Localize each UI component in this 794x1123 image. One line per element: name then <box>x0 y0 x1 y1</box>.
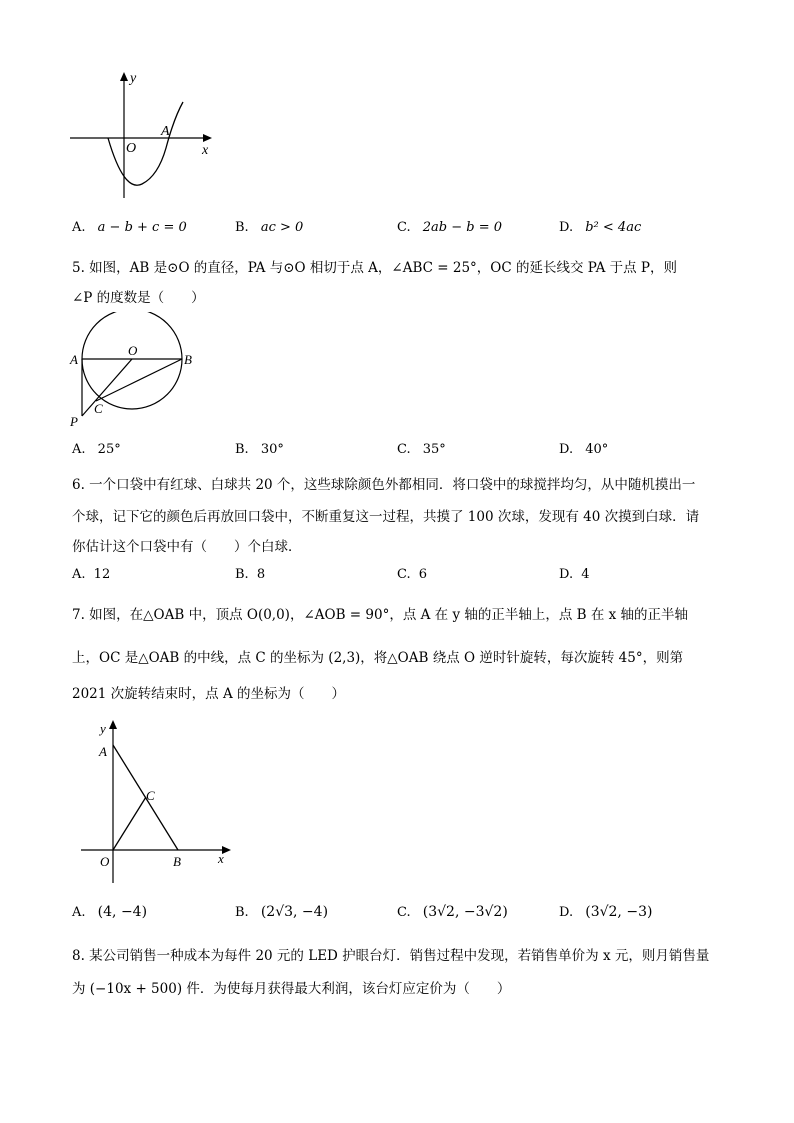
point-b-label: B <box>173 854 181 869</box>
q6-option-c[interactable] <box>397 567 427 582</box>
option-letter: C. <box>397 442 411 457</box>
point-o-label: O <box>128 343 138 358</box>
circle-tangent-figure <box>66 312 196 430</box>
option-letter: D. <box>559 567 574 582</box>
y-axis-arrow <box>109 720 117 729</box>
q5-option-d[interactable] <box>559 442 608 457</box>
x-axis-label: x <box>202 143 209 158</box>
q7-option-d[interactable] <box>559 904 652 920</box>
option-text: 40° <box>585 442 609 457</box>
option-text: (3√2, −3√2) <box>422 904 508 920</box>
option-letter: C. <box>397 905 411 920</box>
option-text: a − b + c = 0 <box>97 220 187 235</box>
chord-bc <box>96 359 182 401</box>
option-letter: C. <box>397 220 411 235</box>
option-text: 4 <box>581 567 590 582</box>
q6-option-b[interactable] <box>235 567 265 582</box>
option-text: 2ab − b = 0 <box>422 220 503 235</box>
origin-label: O <box>100 854 110 869</box>
option-text: 25° <box>97 442 121 457</box>
q5-option-c[interactable] <box>397 442 446 457</box>
option-text: (3√2, −3) <box>585 904 653 920</box>
option-text: 35° <box>422 442 446 457</box>
q6-option-a[interactable] <box>72 567 110 582</box>
q5-option-a[interactable] <box>72 442 121 457</box>
q7-option-a[interactable] <box>72 904 147 920</box>
option-letter: C. <box>397 567 411 582</box>
circle-o <box>82 312 182 409</box>
option-letter: B. <box>235 905 249 920</box>
option-letter: B. <box>235 442 249 457</box>
y-axis-label: y <box>100 721 106 736</box>
q6-option-d[interactable] <box>559 567 590 582</box>
q7-option-b[interactable] <box>235 904 328 920</box>
y-axis-arrow <box>120 72 128 81</box>
option-letter: A. <box>72 442 86 457</box>
option-letter: D. <box>559 442 574 457</box>
point-c-label: C <box>146 788 155 803</box>
parabola-curve <box>108 102 183 185</box>
q5-option-b[interactable] <box>235 442 284 457</box>
option-text: ac > 0 <box>260 220 304 235</box>
median-oc <box>113 797 146 850</box>
q7-stem-line-3: 2021 次旋转结束时，点 A 的坐标为（ ） <box>72 686 345 702</box>
q6-stem-line-1: 6. 一个口袋中有红球、白球共 20 个，这些球除颜色外都相同．将口袋中的球搅拌均匀，从中随机摸出一 <box>72 477 696 493</box>
x-axis-arrow <box>203 134 212 142</box>
q5-stem-line-1: 5. 如图，AB 是⊙O 的直径，PA 与⊙O 相切于点 A，∠ABC = 25°，OC 的延长线交 PA 于点 P，则 <box>72 260 678 276</box>
x-axis-label: x <box>218 851 224 866</box>
option-letter: B. <box>235 220 249 235</box>
q5-stem-line-2: ∠P 的度数是（ ） <box>72 290 205 306</box>
origin-label: O <box>126 141 137 156</box>
option-text: (2√3, −4) <box>260 904 329 920</box>
option-text: 30° <box>260 442 284 457</box>
q7-stem-line-1: 7. 如图，在△OAB 中，顶点 O(0,0)，∠AOB = 90°，点 A 在 y 轴的正半轴上，点 B 在 x 轴的正半轴 <box>72 607 689 623</box>
q7-option-c[interactable] <box>397 904 508 920</box>
option-text: b² < 4ac <box>585 220 642 235</box>
q4-option-c[interactable] <box>397 220 502 235</box>
y-axis-label: y <box>130 71 137 86</box>
point-a-label: A <box>99 744 107 759</box>
option-text: (4, −4) <box>97 904 148 920</box>
option-letter: D. <box>559 220 574 235</box>
point-a-label: A <box>161 124 170 139</box>
q4-option-b[interactable] <box>235 220 303 235</box>
option-text: 6 <box>418 567 428 582</box>
option-letter: A. <box>72 567 86 582</box>
option-letter: A. <box>72 905 86 920</box>
point-c-label: C <box>94 401 103 416</box>
option-letter: A. <box>72 220 86 235</box>
q6-stem-line-3: 你估计这个口袋中有（ ）个白球． <box>72 539 302 555</box>
q8-stem-line-2: 为 (−10x + 500) 件．为使每月获得最大利润，该台灯应定价为（ ） <box>72 981 511 997</box>
parabola-figure <box>66 68 226 203</box>
option-text: 8 <box>256 567 266 582</box>
q8-stem-line-1: 8. 某公司销售一种成本为每件 20 元的 LED 护眼台灯．销售过程中发现，若销售单价为 x 元，则月销售量 <box>72 948 710 964</box>
q7-stem-line-2: 上，OC 是△OAB 的中线，点 C 的坐标为 (2,3)，将△OAB 绕点 O 逆时针旋转，每次旋转 45°，则第 <box>72 650 684 666</box>
q4-option-d[interactable] <box>559 220 641 235</box>
point-p-label: P <box>70 414 78 429</box>
triangle-oab-figure <box>76 715 236 885</box>
option-letter: D. <box>559 905 574 920</box>
point-a-label: A <box>70 352 78 367</box>
q6-stem-line-2: 个球，记下它的颜色后再放回口袋中，不断重复这一过程，共摸了 100 次球，发现有 40 次摸到白球．请 <box>72 509 700 525</box>
option-letter: B. <box>235 567 249 582</box>
option-text: 12 <box>93 567 111 582</box>
q4-option-a[interactable] <box>72 220 187 235</box>
point-b-label: B <box>184 352 192 367</box>
